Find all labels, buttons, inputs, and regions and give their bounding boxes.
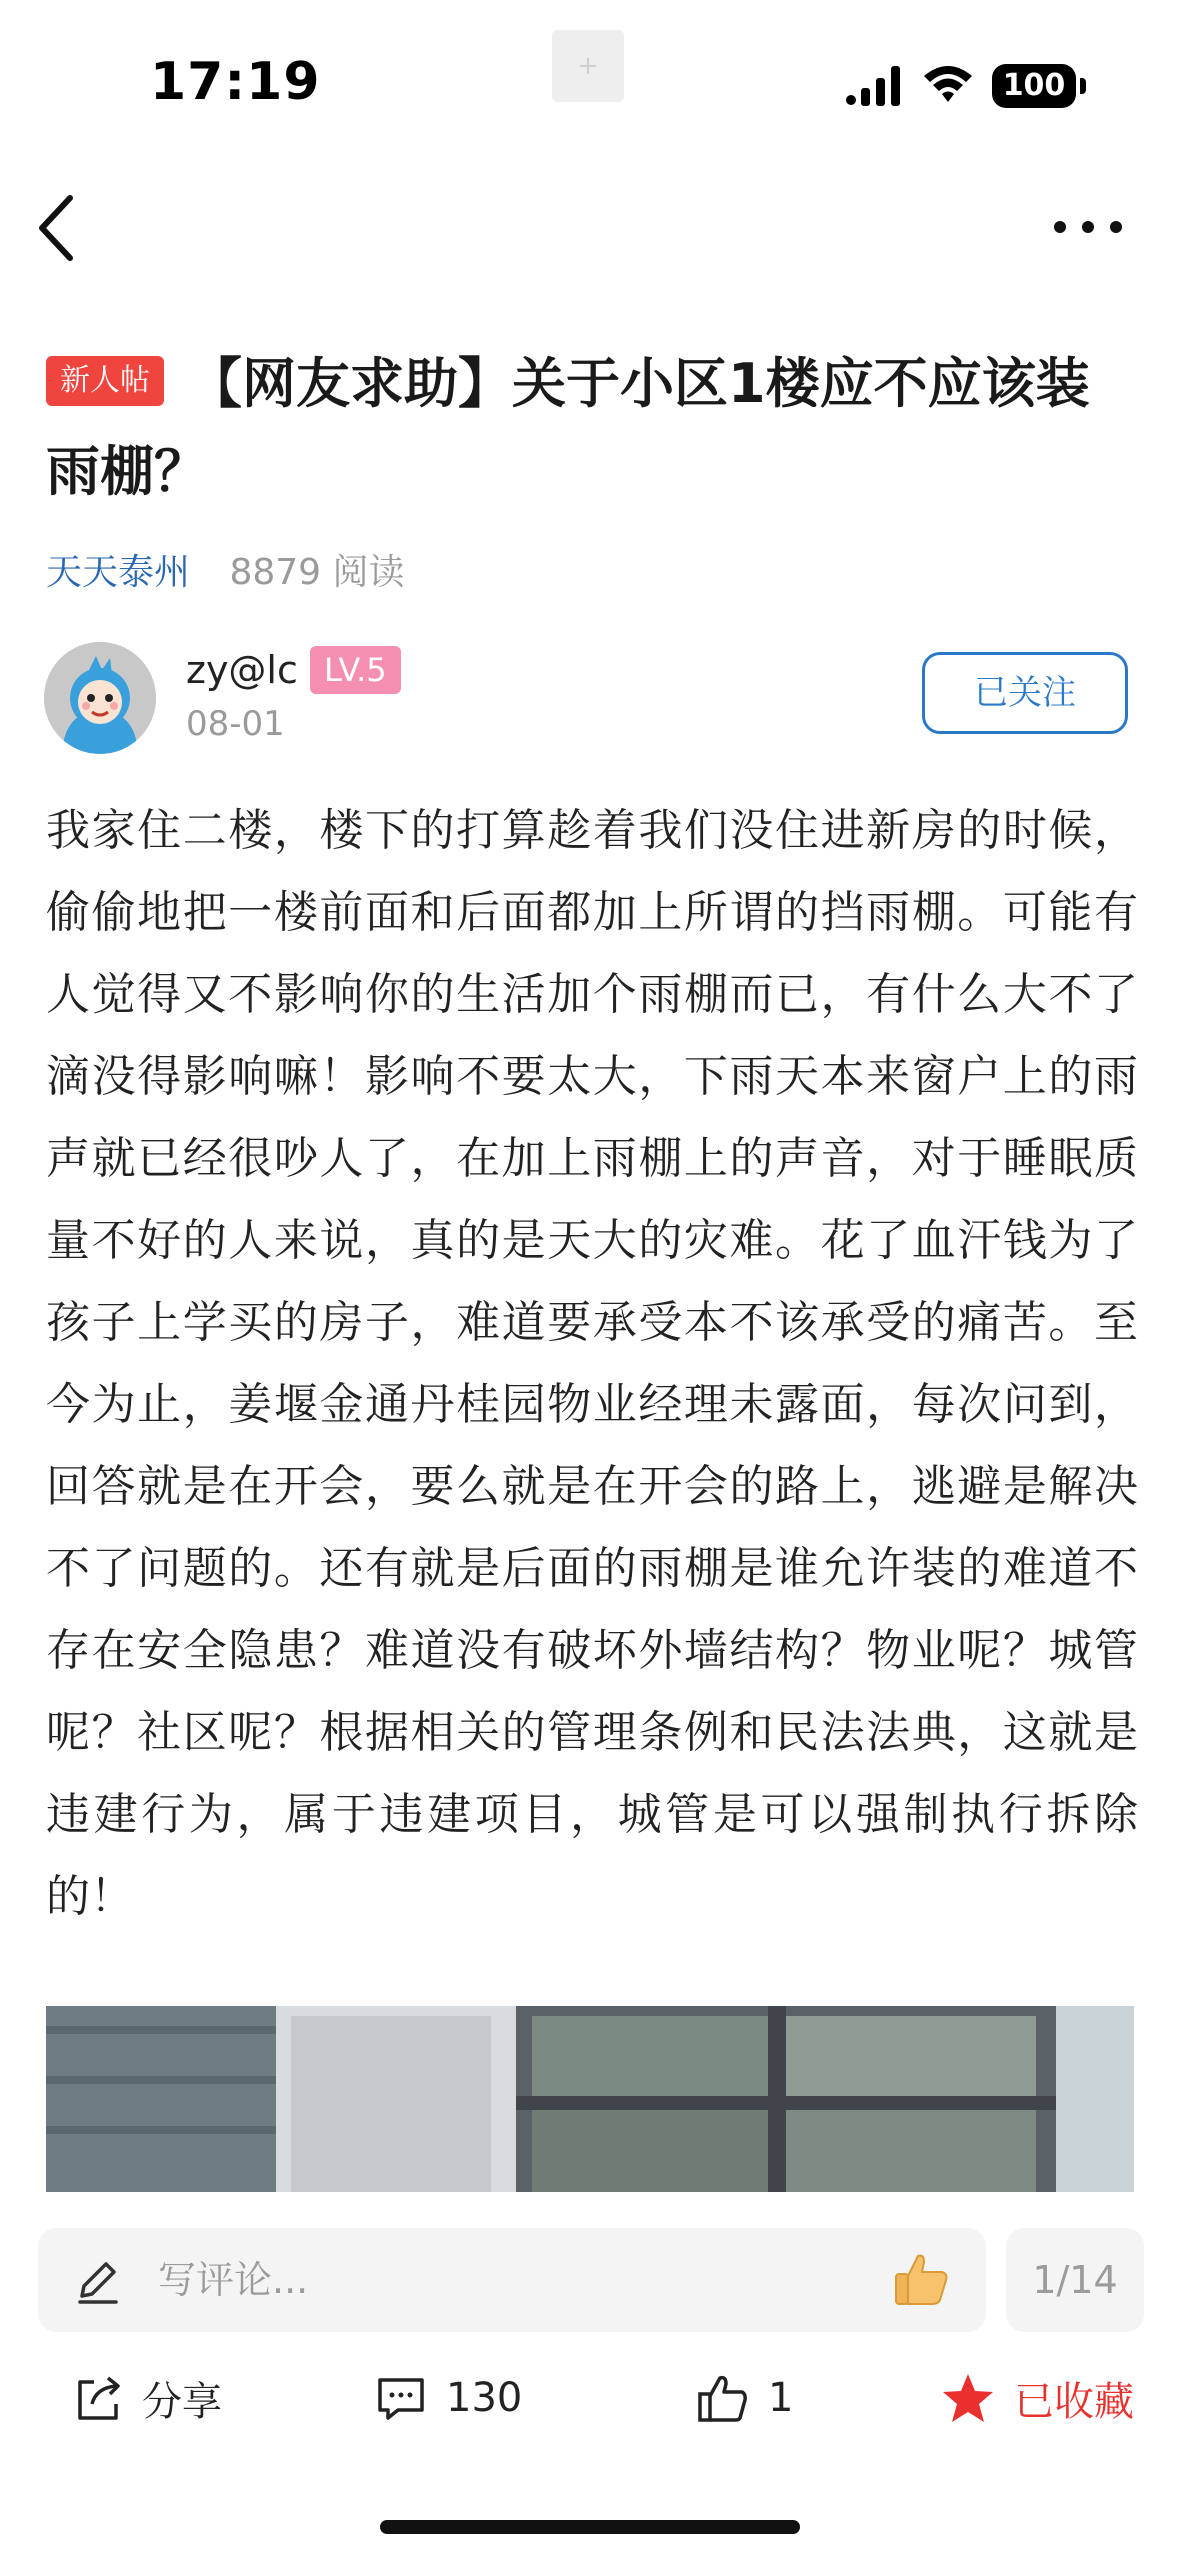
author-name[interactable]: zy@lc <box>186 648 298 692</box>
comment-placeholder: 写评论... <box>158 2258 309 2302</box>
battery-level: 100 <box>1002 68 1066 103</box>
source-name[interactable]: 天天泰州 <box>46 552 191 593</box>
comment-input[interactable] <box>38 2228 986 2332</box>
favorite-button[interactable] <box>940 2366 1134 2430</box>
like-icon <box>696 2372 750 2424</box>
share-label: 分享 <box>142 2378 222 2425</box>
building-window-photo <box>46 2006 1134 2192</box>
battery-cap <box>1080 78 1086 94</box>
star-icon <box>940 2371 996 2425</box>
new-post-badge: 新人帖 <box>46 356 164 406</box>
pencil-icon <box>72 2256 122 2306</box>
post-body-text: 我家住二楼，楼下的打算趁着我们没住进新房的时候，偷偷地把一楼前面和后面都加上所谓的挡雨棚。可能有人觉得又不影响你的生活加个雨棚而已，有什么大不了滴没得影响嘛！影响不要太大，下雨天本来窗户上的雨声就已经很吵人了，在加上雨棚上的声音，对于睡眠质量不好的人来说，真的是天大的灾难。花了血汗钱为了孩子上学买的房子，难道要承受本不该承受的痛苦。至今为止，姜堰金通丹桂园物业经理未露面，每次问到，回答就是在开会，要么就是在开会的路上，逃避是解决不了问题的。还有就是后面的雨棚是谁允许装的难道不存在安全隐患？难道没有破坏外墙结构？物业呢？城管呢？社区呢？根据相关的管理条例和民法法典，这就是违建行为，属于违建项目，城管是可以强制执行拆除的！ <box>46 805 1138 1922</box>
chevron-left-icon[interactable] <box>30 190 86 266</box>
like-button[interactable] <box>696 2366 793 2430</box>
follow-button[interactable]: 已关注 <box>922 652 1128 734</box>
avatar-cartoon-icon <box>44 642 156 754</box>
status-time: 17:19 <box>150 52 321 112</box>
cellular-signal-icon <box>845 64 903 108</box>
home-indicator[interactable] <box>380 2520 800 2534</box>
favorite-label: 已收藏 <box>1014 2378 1134 2425</box>
post-title: 【网友求助】关于小区1楼应不应该装雨棚？ <box>46 352 1090 503</box>
wifi-icon <box>922 62 974 106</box>
source-line <box>46 548 405 598</box>
level-badge: LV.5 <box>310 646 401 694</box>
more-dots-icon[interactable] <box>1050 212 1126 242</box>
status-bar <box>0 0 1179 170</box>
avatar[interactable] <box>44 642 156 754</box>
thumbs-up-emoji-icon[interactable] <box>890 2248 952 2310</box>
share-button[interactable] <box>72 2366 222 2430</box>
battery-indicator <box>992 64 1076 108</box>
read-count: 8879 阅读 <box>229 552 405 593</box>
comment-button[interactable] <box>374 2366 522 2430</box>
page-indicator[interactable]: 1/14 <box>1006 2228 1144 2332</box>
comment-icon <box>374 2372 428 2424</box>
like-count: 1 <box>768 2375 794 2421</box>
post-image[interactable] <box>46 2006 1134 2192</box>
post-title-block <box>46 340 1136 516</box>
comment-count: 130 <box>446 2375 523 2421</box>
post-date: 08-01 <box>186 704 285 744</box>
share-icon <box>72 2372 124 2424</box>
status-center-indicator: + <box>552 30 624 102</box>
